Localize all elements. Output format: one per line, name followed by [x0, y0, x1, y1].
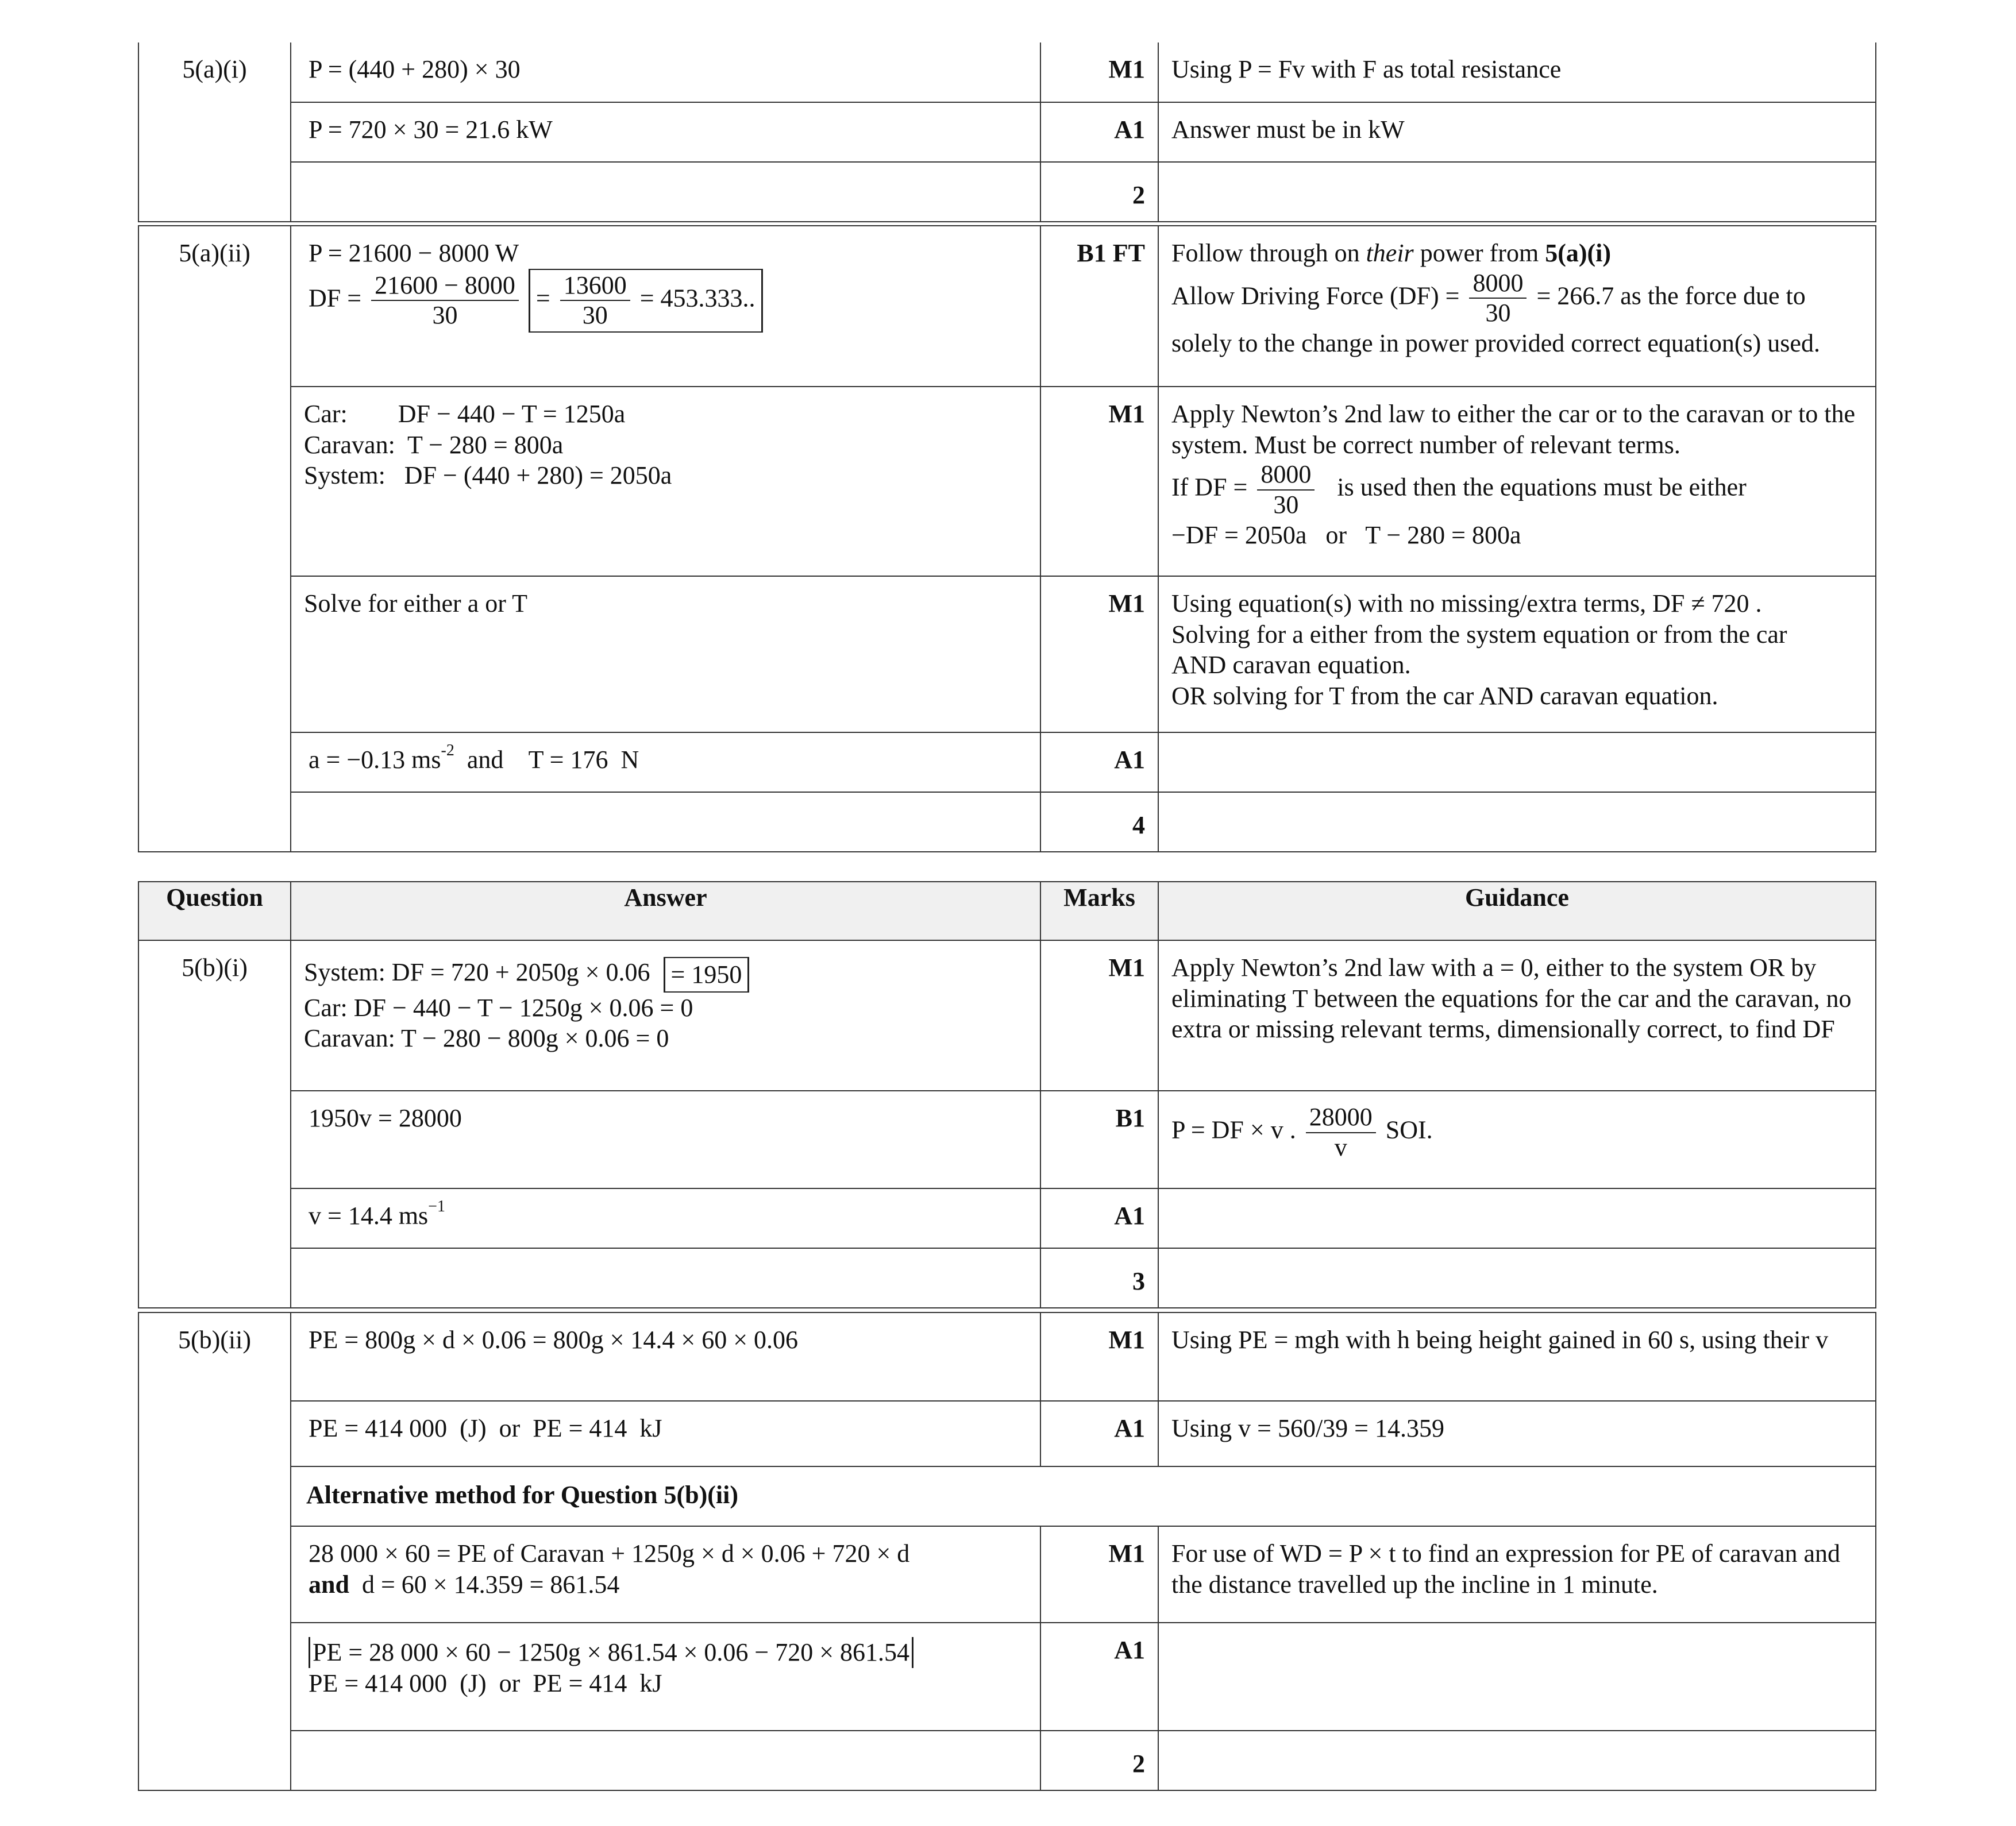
answer-emphasis: and — [309, 1570, 349, 1599]
mark-cell: M1 — [1040, 940, 1158, 1091]
guidance-line: AND caravan equation. — [1171, 651, 1411, 680]
guidance-cell — [1158, 226, 1876, 387]
mark-cell: M1 — [1040, 576, 1158, 732]
bracket-expression: PE = 28 000 × 60 − 1250g × 861.54 × 0.06 − 720 × 861.54 — [309, 1637, 913, 1668]
answer-cell: 1950v = 28000 — [291, 1091, 1040, 1188]
fraction-denominator: 30 — [432, 301, 458, 330]
guidance-text: P = DF × v . — [1171, 1115, 1296, 1144]
answer-cell: Solve for either a or T — [291, 576, 1040, 732]
header-guidance: Guidance — [1158, 882, 1876, 940]
guidance-cell — [1158, 1091, 1876, 1188]
answer-line: 28 000 × 60 = PE of Caravan + 1250g × d × 0.06 + 720 × d — [309, 1539, 910, 1568]
total-marks: 2 — [1040, 1731, 1158, 1790]
table-row — [138, 1188, 1876, 1248]
total-marks: 4 — [1040, 792, 1158, 852]
guidance-cell — [1158, 162, 1876, 222]
answer-cell — [291, 1248, 1040, 1308]
fraction-numerator: 28000 — [1306, 1103, 1376, 1133]
answer-text: d = 60 × 14.359 = 861.54 — [349, 1570, 620, 1599]
total-row — [138, 162, 1876, 222]
answer-cell — [291, 1731, 1040, 1790]
answer-superscript: -2 — [441, 742, 454, 759]
table-row — [138, 1312, 1876, 1401]
fraction-denominator: 30 — [582, 301, 608, 330]
guidance-cell: Using PE = mgh with h being height gained in 60 s, using their v — [1158, 1312, 1876, 1401]
table-row — [138, 1091, 1876, 1188]
guidance-text: Follow through on — [1171, 239, 1360, 267]
guidance-line: Solving for a either from the system equation or from the car — [1171, 620, 1787, 648]
fraction — [560, 271, 630, 330]
bracket-expression — [529, 269, 763, 333]
table-row — [138, 387, 1876, 576]
df-expression — [309, 269, 1026, 333]
guidance-line: OR solving for T from the car AND caravan equation. — [1171, 682, 1718, 711]
table-row — [138, 102, 1876, 162]
answer-line: Car: DF − 440 − T − 1250g × 0.06 = 0 — [304, 993, 693, 1022]
answer-text: v = 14.4 ms — [309, 1202, 429, 1230]
fraction — [371, 271, 519, 330]
guidance-line — [1171, 269, 1866, 328]
table-row — [138, 732, 1876, 792]
total-marks: 2 — [1040, 162, 1158, 222]
guidance-cell: For use of WD = P × t to find an expression for PE of caravan and the distance travelled up the incline in 1 minute. — [1158, 1526, 1876, 1623]
question-label: 5(a)(i) — [138, 43, 291, 222]
answer-cell: PE = 414 000 (J) or PE = 414 kJ — [291, 1401, 1040, 1466]
table-5bi — [138, 881, 1876, 1308]
fraction-numerator: 13600 — [560, 271, 630, 302]
fraction-numerator: 8000 — [1469, 269, 1527, 299]
header-answer: Answer — [291, 882, 1040, 940]
answer-cell — [291, 162, 1040, 222]
alternative-method-heading: Alternative method for Question 5(b)(ii) — [291, 1466, 1876, 1526]
fraction-numerator: 8000 — [1257, 460, 1315, 491]
fraction-denominator: v — [1334, 1133, 1347, 1161]
guidance-cell — [1158, 732, 1876, 792]
guidance-text: SOI. — [1385, 1115, 1433, 1144]
mark-cell: M1 — [1040, 387, 1158, 576]
fraction — [1469, 269, 1527, 328]
guidance-reference: 5(a)(i) — [1545, 239, 1612, 267]
fraction — [1257, 460, 1315, 519]
guidance-emphasis: their — [1366, 239, 1414, 267]
guidance-cell — [1158, 1188, 1876, 1248]
guidance-line: Using equation(s) with no missing/extra terms, DF ≠ 720 . — [1171, 589, 1762, 617]
guidance-text: Allow Driving Force (DF) = — [1171, 281, 1460, 310]
equals-sign: = — [535, 284, 550, 312]
df-prefix: DF = — [309, 284, 362, 312]
answer-cell — [291, 940, 1040, 1091]
table-5aii — [138, 225, 1876, 852]
table-5bii — [138, 1312, 1876, 1791]
answer-cell — [291, 226, 1040, 387]
mark-cell: A1 — [1040, 1401, 1158, 1466]
answer-line: Caravan: T − 280 − 800g × 0.06 = 0 — [304, 1024, 669, 1053]
mark-cell: M1 — [1040, 1526, 1158, 1623]
answer-cell — [291, 43, 1040, 102]
mark-cell: M1 — [1040, 1312, 1158, 1401]
mark-cell: A1 — [1040, 102, 1158, 162]
guidance-cell — [1158, 387, 1876, 576]
answer-cell — [291, 792, 1040, 852]
answer-line — [309, 1569, 1026, 1600]
bracket-result: = 453.333.. — [639, 284, 755, 312]
answer-cell: P = 720 × 30 = 21.6 kW — [291, 102, 1040, 162]
answer-cell: PE = 800g × d × 0.06 = 800g × 14.4 × 60 × 0.06 — [291, 1312, 1040, 1401]
header-question: Question — [138, 882, 291, 940]
answer-line — [309, 1635, 1026, 1668]
fraction — [1306, 1103, 1376, 1162]
answer-line: Car: DF − 440 − T = 1250a — [304, 400, 626, 428]
table-5ai — [138, 43, 1876, 222]
table-row — [138, 1526, 1876, 1623]
answer-line: System: DF − (440 + 280) = 2050a — [304, 461, 672, 490]
guidance-line — [1171, 238, 1866, 269]
table-row — [138, 1401, 1876, 1466]
mark-cell: B1 FT — [1040, 226, 1158, 387]
guidance-cell: Using v = 560/39 = 14.359 — [1158, 1401, 1876, 1466]
mark-cell: B1 — [1040, 1091, 1158, 1188]
total-row — [138, 1248, 1876, 1308]
table-row — [138, 940, 1876, 1091]
answer-cell — [291, 387, 1040, 576]
answer-text: and T = 176 N — [454, 746, 639, 774]
answer-cell — [291, 1623, 1040, 1731]
answer-cell — [291, 1188, 1040, 1248]
table-row — [138, 43, 1876, 102]
guidance-line: Apply Newton’s 2nd law to either the car or to the caravan or to the system. Must be correct number of relevant terms. — [1171, 400, 1856, 459]
question-label: 5(b)(ii) — [138, 1312, 291, 1790]
mark-cell: A1 — [1040, 1623, 1158, 1731]
fraction-numerator: 21600 − 8000 — [371, 271, 519, 302]
answer-line: Caravan: T − 280 = 800a — [304, 430, 564, 459]
answer-text: System: DF = 720 + 2050g × 0.06 — [304, 958, 650, 986]
header-row — [138, 882, 1876, 940]
table-row — [138, 1623, 1876, 1731]
total-row — [138, 792, 1876, 852]
guidance-line — [1171, 460, 1866, 519]
total-marks: 3 — [1040, 1248, 1158, 1308]
answer-text: a = −0.13 ms — [309, 746, 441, 774]
total-row — [138, 1731, 1876, 1790]
mark-cell: A1 — [1040, 732, 1158, 792]
guidance-line: solely to the change in power provided correct equation(s) used. — [1171, 329, 1820, 357]
question-label: 5(b)(i) — [138, 940, 291, 1308]
guidance-cell — [1158, 1731, 1876, 1790]
guidance-cell — [1158, 1248, 1876, 1308]
answer-line: PE = 414 000 (J) or PE = 414 kJ — [309, 1669, 662, 1697]
guidance-line: −DF = 2050a or T − 280 = 800a — [1171, 520, 1521, 549]
mark-cell: M1 — [1040, 43, 1158, 102]
answer-cell — [291, 1526, 1040, 1623]
answer-line: P = 21600 − 8000 W — [309, 239, 519, 267]
answer-line — [304, 957, 1026, 993]
guidance-cell: Answer must be in kW — [1158, 102, 1876, 162]
guidance-text: If DF = — [1171, 473, 1248, 502]
question-label: 5(a)(ii) — [138, 226, 291, 852]
guidance-text: power from — [1420, 239, 1539, 267]
guidance-cell: Apply Newton’s 2nd law with a = 0, either to the system OR by eliminating T between the equations for the car and the caravan, no extra or missing relevant terms, dimensionally correct, to find DF — [1158, 940, 1876, 1091]
fraction-denominator: 30 — [1273, 490, 1299, 519]
fraction-denominator: 30 — [1485, 299, 1511, 327]
guidance-cell — [1158, 792, 1876, 852]
answer-text: P = (440 + 280) × 30 — [309, 55, 521, 83]
answer-cell — [291, 732, 1040, 792]
guidance-text: is used then the equations must be either — [1324, 473, 1747, 502]
answer-superscript: −1 — [428, 1198, 445, 1215]
header-marks: Marks — [1040, 882, 1158, 940]
guidance-cell — [1158, 1623, 1876, 1731]
table-row — [138, 226, 1876, 387]
bracket-result: = 1950 — [664, 957, 750, 993]
table-row — [138, 1466, 1876, 1526]
guidance-cell: Using P = Fv with F as total resistance — [1158, 43, 1876, 102]
guidance-text: = 266.7 as the force due to — [1536, 281, 1806, 310]
guidance-cell — [1158, 576, 1876, 732]
mark-cell: A1 — [1040, 1188, 1158, 1248]
table-row — [138, 576, 1876, 732]
